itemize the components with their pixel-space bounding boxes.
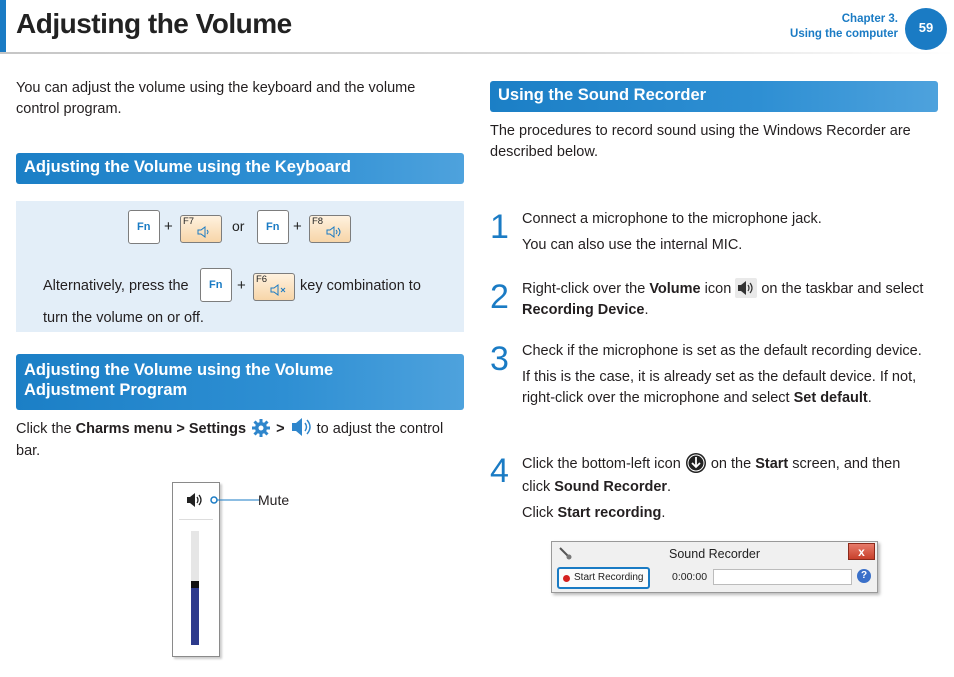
volume-slider-fill [191, 588, 199, 645]
plus-sign: + [164, 218, 173, 235]
instruction-text-continued: bar. [16, 443, 41, 459]
chapter-number: Chapter 3. [841, 13, 898, 25]
start-recording-bold: Start recording [557, 505, 662, 521]
speaker-icon [289, 415, 313, 439]
section-heading-keyboard: Adjusting the Volume using the Keyboard [16, 153, 464, 184]
keyboard-shortcut-panel [16, 201, 464, 332]
step-note [522, 502, 942, 525]
title-accent-bar [0, 0, 6, 52]
fn-key: Fn [257, 210, 289, 244]
set-default-bold: Set default [793, 390, 868, 406]
recording-progress-bar [713, 569, 852, 585]
volume-down-icon [197, 226, 211, 238]
step-3-text [522, 341, 932, 409]
f7-key: F7 [180, 215, 222, 243]
step-1-text [522, 209, 942, 256]
punctuation: . [867, 390, 872, 406]
step-line: Check if the microphone is set as the default recording device. [522, 343, 922, 359]
chapter-label [790, 12, 898, 42]
volume-up-icon [326, 226, 344, 238]
step-number: 4 [490, 452, 509, 490]
step-number: 2 [490, 278, 509, 316]
step-number: 1 [490, 208, 509, 246]
plus-sign: + [293, 218, 302, 235]
alt-text-start: Alternatively, press the [43, 278, 189, 294]
close-button[interactable]: x [848, 543, 875, 560]
step-text-span: Click [522, 505, 554, 521]
start-recording-label: Start Recording [574, 572, 644, 583]
down-arrow-circle-icon [685, 452, 707, 474]
section-heading-line: Adjusting the Volume using the Volume [24, 361, 334, 379]
page-number-badge: 59 [905, 8, 947, 50]
instruction-text: to adjust the control [316, 421, 444, 437]
window-title: Sound Recorder [669, 547, 761, 561]
sound-recorder-bold: Sound Recorder [554, 479, 668, 495]
step-text-span: icon [704, 281, 732, 297]
step-number: 3 [490, 340, 509, 378]
fn-key: Fn [200, 268, 232, 302]
mute-icon [270, 284, 288, 296]
header-divider [0, 52, 954, 54]
step-line: Connect a microphone to the microphone jack. [522, 211, 822, 227]
charms-settings-text: Charms menu > Settings [75, 421, 247, 437]
punctuation: . [667, 479, 672, 495]
step-text-span: on the taskbar and select [761, 281, 924, 297]
instruction-text: Click the [16, 421, 72, 437]
intro-paragraph: You can adjust the volume using the keyboard and the volume control program. [16, 80, 416, 117]
step-text-span: on the [710, 456, 752, 472]
fn-key: Fn [128, 210, 160, 244]
f8-key: F8 [309, 215, 351, 243]
settings-instruction [16, 415, 466, 440]
alt-text-continued: turn the volume on or off. [43, 310, 204, 326]
mixer-divider [179, 519, 213, 520]
step-text-span: If this is the case, it is already set as the default device. If not, right-click over the microphone and select [522, 369, 917, 406]
step-text-span: Click the bottom-left icon [522, 456, 681, 472]
volume-mixer-panel [172, 482, 220, 657]
alt-text-end: key combination to [300, 278, 421, 294]
start-recording-button[interactable] [557, 567, 650, 589]
section-heading-sound-recorder: Using the Sound Recorder [490, 81, 938, 112]
punctuation: . [644, 302, 649, 318]
section-heading-volume-program [16, 354, 464, 410]
taskbar-volume-icon [735, 278, 757, 298]
start-bold: Start [755, 456, 789, 472]
record-dot-icon [563, 575, 570, 582]
settings-gear-icon [250, 417, 272, 439]
recorder-intro: The procedures to record sound using the Windows Recorder are described below. [490, 123, 911, 160]
step-note: You can also use the internal MIC. [522, 237, 743, 253]
microphone-icon [558, 546, 574, 560]
elapsed-time: 0:00:00 [672, 571, 708, 583]
step-2-text [522, 278, 942, 321]
help-icon[interactable]: ? [857, 569, 871, 583]
sound-recorder-window [551, 541, 878, 593]
punctuation: . [661, 505, 666, 521]
recording-device-bold: Recording Device [522, 302, 645, 318]
step-text-span: screen, and then [792, 456, 901, 472]
arrow-text: > [276, 421, 285, 437]
mute-speaker-icon[interactable] [185, 491, 205, 509]
volume-bold-text: Volume [649, 281, 701, 297]
plus-sign: + [237, 277, 246, 294]
volume-slider-thumb[interactable] [191, 581, 199, 588]
section-heading-line: Adjustment Program [24, 381, 188, 399]
mute-callout-line [210, 494, 260, 506]
volume-slider-track[interactable] [191, 531, 199, 645]
f6-key: F6 [253, 273, 295, 301]
chapter-name: Using the computer [790, 28, 898, 40]
step-text-span: click [522, 479, 551, 495]
step-text-span: Right-click over the [522, 281, 646, 297]
or-label: or [232, 218, 245, 234]
mute-label: Mute [258, 492, 290, 508]
step-note [522, 367, 932, 409]
step-4-text [522, 452, 942, 525]
page-title: Adjusting the Volume [16, 8, 292, 39]
